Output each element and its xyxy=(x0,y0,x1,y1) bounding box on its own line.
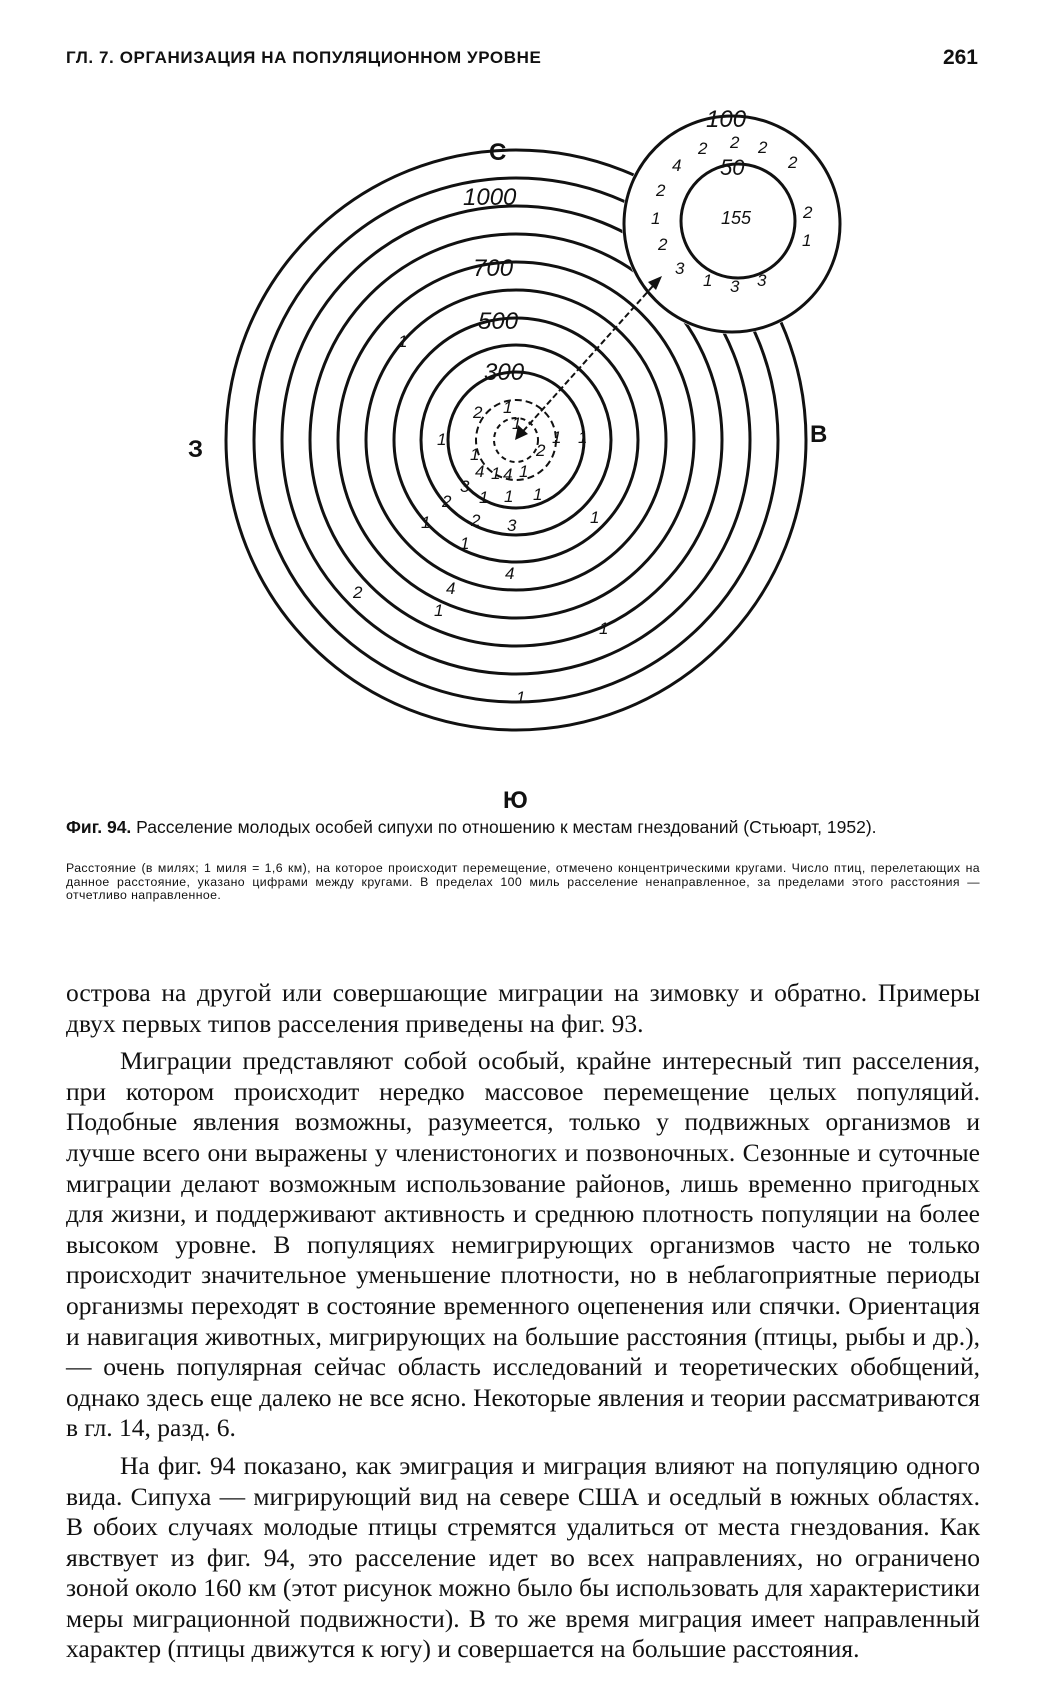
direction-north: С xyxy=(489,139,507,166)
count: 1 xyxy=(437,430,447,449)
count: 4 xyxy=(503,465,513,484)
count: 1 xyxy=(421,513,431,532)
count: 2 xyxy=(656,181,666,200)
count: 3 xyxy=(675,259,685,278)
count: 1 xyxy=(533,485,543,504)
count: 1 xyxy=(802,231,812,250)
running-head xyxy=(66,48,978,78)
count: 1 xyxy=(519,462,529,481)
count: 4 xyxy=(446,579,456,598)
count: 2 xyxy=(658,235,668,254)
distance-ring xyxy=(476,400,556,480)
count: 2 xyxy=(803,203,813,222)
dispersal-figure xyxy=(0,100,1038,815)
inset-label-100: 100 xyxy=(706,106,747,133)
migration-arrow xyxy=(517,278,660,438)
count: 2 xyxy=(698,139,708,158)
ring-label-700: 700 xyxy=(473,255,514,282)
count: 3 xyxy=(460,477,470,496)
count: 2 xyxy=(536,441,546,460)
count: 2 xyxy=(471,511,481,530)
count: 1 xyxy=(503,398,513,417)
count: 4 xyxy=(672,156,682,175)
count: 1 xyxy=(651,209,661,228)
count: 1 xyxy=(398,332,408,351)
count: 4 xyxy=(475,462,485,481)
count: 2 xyxy=(788,153,798,172)
inset-center-count: 155 xyxy=(721,208,752,228)
chapter-title: ГЛ. 7. ОРГАНИЗАЦИЯ НА ПОПУЛЯЦИОННОМ УРОВНЕ xyxy=(66,48,542,67)
count: 1 xyxy=(516,688,526,707)
count: 3 xyxy=(757,271,767,290)
count: 2 xyxy=(758,138,768,157)
figure-caption-note: Расстояние (в милях; 1 миля = 1,6 км), на которое происходит перемещение, отмечено концентрическими кругами. Число птиц, перелетающих на данное расстояние, указано цифрами между кругами. В пределах 100 миль расселение ненаправленное, за пределами этого расстояния — отчетливо направленное. xyxy=(66,861,980,902)
count: 2 xyxy=(353,583,363,602)
count: 2 xyxy=(442,492,452,511)
count: 1 xyxy=(599,619,609,638)
inset-label-50: 50 xyxy=(720,155,745,180)
count: 1 xyxy=(512,414,522,433)
paragraph: острова на другой или совершающие миграции на зимовку и обратно. Примеры двух первых типов расселения приведены на фиг. 93. xyxy=(66,978,980,1038)
ring-label-300: 300 xyxy=(484,359,525,386)
count: 1 xyxy=(434,601,444,620)
ring-label-1000: 1000 xyxy=(463,184,517,211)
distance-ring xyxy=(366,290,666,590)
count: 1 xyxy=(479,488,489,507)
count: 1 xyxy=(552,428,562,447)
figure-caption-title: Расселение молодых особей сипухи по отношению к местам гнездований (Стьюарт, 1952). xyxy=(136,817,877,837)
count: 1 xyxy=(460,534,470,553)
figure-label: Фиг. 94. xyxy=(66,817,132,837)
count: 3 xyxy=(730,277,740,296)
paragraph: Миграции представляют собой особый, крайне интересный тип расселения, при котором происходит нередко массовое перемещение целых популяций. Подобные явления возможны, разумеется, только у подвижных организмов и лучше всего они выражены у членистоногих и позвоночных. Сезонные и суточные миграции делают возможным использование районов, лишь временно пригодных для жизни, и поддерживают активность и среднюю плотность популяции на более высоком уровне. В популяциях немигрирующих организмов часто не только происходит значительное уменьшение плотности, но в неблагоприятные периоды организмы переходят в состояние временного оцепенения или спячки. Ориентация и навигация животных, мигрирующих на большие расстояния (птицы, рыбы и др.), — очень популярная сейчас область исследований и теоретических обобщений, однако здесь еще далеко не все ясно. Некоторые явления и теории рассматриваются в гл. 14, разд. 6. xyxy=(66,1046,980,1443)
direction-east: В xyxy=(810,421,828,448)
count: 1 xyxy=(504,487,514,506)
ring-label-500: 500 xyxy=(478,308,519,335)
count: 4 xyxy=(505,564,515,583)
count: 1 xyxy=(578,428,588,447)
count: 1 xyxy=(470,445,480,464)
page-number: 261 xyxy=(942,46,978,69)
direction-south: Ю xyxy=(503,787,528,814)
direction-west: З xyxy=(188,436,204,463)
count: 1 xyxy=(491,464,501,483)
count: 2 xyxy=(473,403,483,422)
count: 1 xyxy=(703,271,713,290)
body-text xyxy=(66,978,980,1665)
count: 1 xyxy=(590,508,600,527)
figure-caption xyxy=(66,815,980,839)
count: 2 xyxy=(730,133,740,152)
count: 3 xyxy=(507,516,517,535)
paragraph: На фиг. 94 показано, как эмиграция и миграция влияют на популяцию одного вида. Сипуха — мигрирующий вид на севере США и оседлый в южных областях. В обоих случаях молодые птицы стремятся удалиться от места гнездования. Как явствует из фиг. 94, это расселение идет во всех направлениях, но ограничено зоной около 160 км (этот рисунок можно было бы использовать для характеристики меры миграционной подвижности). В то же время миграция имеет направленный характер (птицы движутся к югу) и совершается на большие расстояния. xyxy=(66,1450,980,1664)
